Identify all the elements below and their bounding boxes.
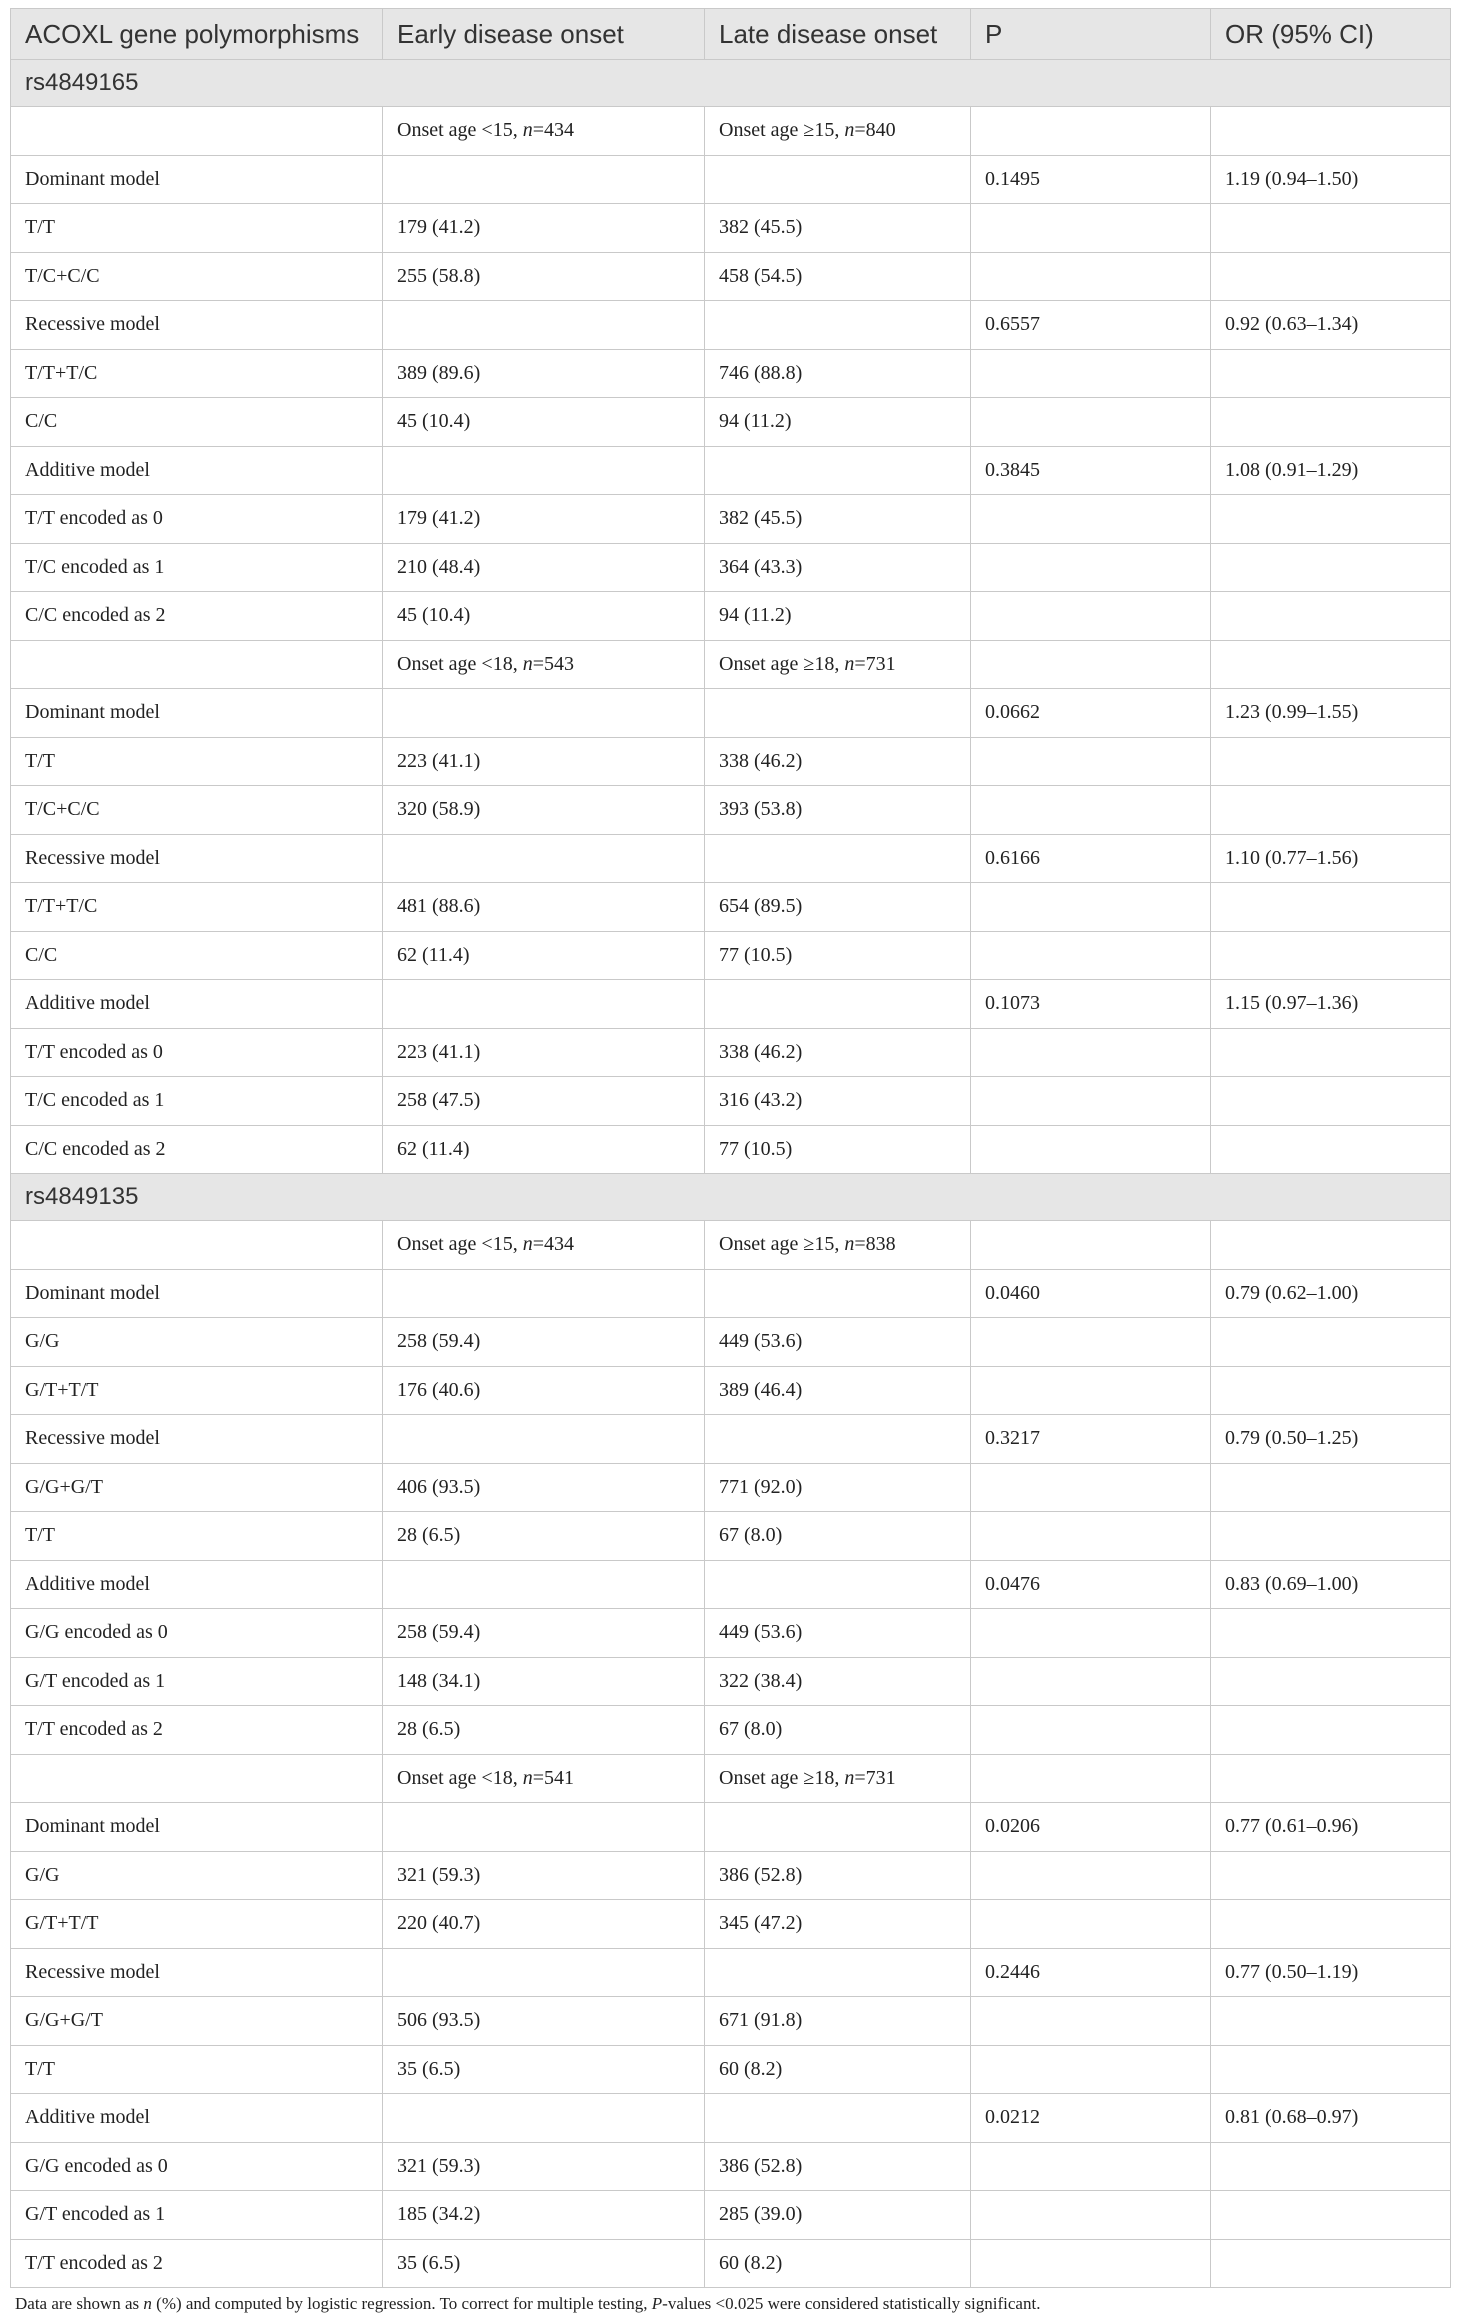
- table-row: [11, 446, 1451, 495]
- late-onset-cell: 449 (53.6): [705, 1609, 971, 1658]
- empty-cell: [11, 1754, 383, 1803]
- early-onset-cell: 28 (6.5): [383, 1706, 705, 1755]
- late-onset-cell: 322 (38.4): [705, 1657, 971, 1706]
- early-onset-cell: 258 (59.4): [383, 1318, 705, 1367]
- early-onset-group-label: Onset age <18, n=541: [383, 1754, 705, 1803]
- table-row: [11, 2045, 1451, 2094]
- late-onset-group-label: Onset age ≥18, n=731: [705, 1754, 971, 1803]
- early-onset-cell: [383, 2094, 705, 2143]
- or-ci-cell: [1211, 1463, 1451, 1512]
- genotype-cell: Dominant model: [11, 1803, 383, 1852]
- genotype-cell: Dominant model: [11, 1269, 383, 1318]
- early-onset-cell: 481 (88.6): [383, 883, 705, 932]
- or-ci-cell: [1211, 1997, 1451, 2046]
- late-onset-cell: 285 (39.0): [705, 2191, 971, 2240]
- table-row: [11, 1997, 1451, 2046]
- early-onset-cell: 389 (89.6): [383, 349, 705, 398]
- late-onset-cell: 60 (8.2): [705, 2239, 971, 2288]
- genotype-cell: C/C: [11, 398, 383, 447]
- late-onset-cell: [705, 155, 971, 204]
- genotype-cell: T/T: [11, 737, 383, 786]
- or-ci-cell: 1.23 (0.99–1.55): [1211, 689, 1451, 738]
- early-onset-cell: 148 (34.1): [383, 1657, 705, 1706]
- empty-cell: [1211, 1754, 1451, 1803]
- late-onset-cell: [705, 2094, 971, 2143]
- p-value-cell: [971, 883, 1211, 932]
- table-row: [11, 1948, 1451, 1997]
- early-onset-cell: [383, 980, 705, 1029]
- genotype-cell: G/G encoded as 0: [11, 1609, 383, 1658]
- early-onset-cell: 406 (93.5): [383, 1463, 705, 1512]
- early-onset-cell: 62 (11.4): [383, 1125, 705, 1174]
- late-onset-cell: 449 (53.6): [705, 1318, 971, 1367]
- table-row: [11, 1851, 1451, 1900]
- or-ci-cell: 0.92 (0.63–1.34): [1211, 301, 1451, 350]
- table-row: [11, 1028, 1451, 1077]
- table-row: [11, 1803, 1451, 1852]
- p-value-cell: [971, 1997, 1211, 2046]
- genotype-cell: G/G: [11, 1318, 383, 1367]
- genotype-cell: G/G: [11, 1851, 383, 1900]
- p-value-cell: 0.6557: [971, 301, 1211, 350]
- table-header: [11, 9, 1451, 60]
- early-onset-cell: [383, 155, 705, 204]
- genotype-cell: T/T encoded as 2: [11, 2239, 383, 2288]
- genotype-cell: G/G+G/T: [11, 1997, 383, 2046]
- or-ci-cell: [1211, 1028, 1451, 1077]
- p-value-cell: 0.0476: [971, 1560, 1211, 1609]
- p-value-cell: [971, 1900, 1211, 1949]
- early-onset-group-label: Onset age <18, n=543: [383, 640, 705, 689]
- or-ci-cell: [1211, 1125, 1451, 1174]
- table-row: [11, 1077, 1451, 1126]
- late-onset-cell: [705, 1948, 971, 1997]
- late-onset-cell: 77 (10.5): [705, 931, 971, 980]
- or-ci-cell: [1211, 1851, 1451, 1900]
- genotype-cell: G/G encoded as 0: [11, 2142, 383, 2191]
- p-value-cell: [971, 1512, 1211, 1561]
- header-row: [11, 9, 1451, 60]
- early-onset-group-label: Onset age <15, n=434: [383, 1221, 705, 1270]
- or-ci-cell: [1211, 1077, 1451, 1126]
- p-value-cell: [971, 1028, 1211, 1077]
- or-ci-cell: [1211, 2142, 1451, 2191]
- late-onset-cell: 458 (54.5): [705, 252, 971, 301]
- or-ci-cell: [1211, 1366, 1451, 1415]
- genotype-cell: T/T+T/C: [11, 883, 383, 932]
- late-onset-cell: 338 (46.2): [705, 1028, 971, 1077]
- early-onset-cell: 506 (93.5): [383, 1997, 705, 2046]
- table-row: [11, 1706, 1451, 1755]
- genotype-cell: G/T encoded as 1: [11, 1657, 383, 1706]
- late-onset-cell: 364 (43.3): [705, 543, 971, 592]
- table-row: [11, 155, 1451, 204]
- header-early-onset: Early disease onset: [383, 9, 705, 60]
- late-onset-cell: 67 (8.0): [705, 1706, 971, 1755]
- table-row: [11, 301, 1451, 350]
- or-ci-cell: [1211, 1706, 1451, 1755]
- or-ci-cell: [1211, 883, 1451, 932]
- p-value-cell: [971, 349, 1211, 398]
- table-row: [11, 1463, 1451, 1512]
- empty-cell: [971, 107, 1211, 156]
- or-ci-cell: [1211, 737, 1451, 786]
- p-value-cell: [971, 2239, 1211, 2288]
- early-onset-cell: 28 (6.5): [383, 1512, 705, 1561]
- or-ci-cell: 1.10 (0.77–1.56): [1211, 834, 1451, 883]
- early-onset-cell: 220 (40.7): [383, 1900, 705, 1949]
- or-ci-cell: [1211, 1609, 1451, 1658]
- empty-cell: [971, 1754, 1211, 1803]
- or-ci-cell: [1211, 252, 1451, 301]
- genotype-cell: Recessive model: [11, 834, 383, 883]
- header-or-ci: OR (95% CI): [1211, 9, 1451, 60]
- early-onset-cell: 223 (41.1): [383, 1028, 705, 1077]
- empty-cell: [971, 640, 1211, 689]
- late-onset-cell: 382 (45.5): [705, 495, 971, 544]
- late-onset-cell: 393 (53.8): [705, 786, 971, 835]
- or-ci-cell: [1211, 1900, 1451, 1949]
- genotype-cell: T/T: [11, 2045, 383, 2094]
- early-onset-cell: 255 (58.8): [383, 252, 705, 301]
- p-value-cell: 0.3845: [971, 446, 1211, 495]
- late-onset-cell: 389 (46.4): [705, 1366, 971, 1415]
- snp-label: rs4849135: [11, 1174, 1451, 1221]
- empty-cell: [1211, 1221, 1451, 1270]
- or-ci-cell: 1.08 (0.91–1.29): [1211, 446, 1451, 495]
- late-onset-cell: [705, 301, 971, 350]
- genotype-cell: C/C encoded as 2: [11, 1125, 383, 1174]
- early-onset-cell: 35 (6.5): [383, 2239, 705, 2288]
- header-polymorphism: ACOXL gene polymorphisms: [11, 9, 383, 60]
- genotype-cell: T/C encoded as 1: [11, 543, 383, 592]
- or-ci-cell: [1211, 1318, 1451, 1367]
- table-row: [11, 495, 1451, 544]
- p-value-cell: [971, 2142, 1211, 2191]
- p-value-cell: 0.3217: [971, 1415, 1211, 1464]
- or-ci-cell: [1211, 2239, 1451, 2288]
- table-row: [11, 1415, 1451, 1464]
- genotype-cell: Recessive model: [11, 1415, 383, 1464]
- genotype-cell: T/C+C/C: [11, 252, 383, 301]
- p-value-cell: 0.0212: [971, 2094, 1211, 2143]
- early-onset-cell: 321 (59.3): [383, 2142, 705, 2191]
- header-late-onset: Late disease onset: [705, 9, 971, 60]
- genotype-cell: T/T: [11, 1512, 383, 1561]
- p-value-cell: [971, 1366, 1211, 1415]
- table-row: [11, 1125, 1451, 1174]
- table-row: [11, 1560, 1451, 1609]
- section-row: [11, 1174, 1451, 1221]
- empty-cell: [11, 107, 383, 156]
- table-row: [11, 2094, 1451, 2143]
- genotype-cell: T/C encoded as 1: [11, 1077, 383, 1126]
- p-value-cell: 0.0662: [971, 689, 1211, 738]
- early-onset-cell: 223 (41.1): [383, 737, 705, 786]
- p-value-cell: [971, 495, 1211, 544]
- table-row: [11, 689, 1451, 738]
- table-row: [11, 834, 1451, 883]
- early-onset-cell: [383, 1803, 705, 1852]
- early-onset-cell: 210 (48.4): [383, 543, 705, 592]
- late-onset-cell: 67 (8.0): [705, 1512, 971, 1561]
- or-ci-cell: [1211, 2045, 1451, 2094]
- genotype-cell: G/T encoded as 1: [11, 2191, 383, 2240]
- late-onset-group-label: Onset age ≥15, n=840: [705, 107, 971, 156]
- p-value-cell: 0.0460: [971, 1269, 1211, 1318]
- or-ci-cell: 1.19 (0.94–1.50): [1211, 155, 1451, 204]
- group-label-row: [11, 1221, 1451, 1270]
- table-row: [11, 1900, 1451, 1949]
- table-row: [11, 1512, 1451, 1561]
- table-row: [11, 931, 1451, 980]
- early-onset-cell: 258 (59.4): [383, 1609, 705, 1658]
- or-ci-cell: [1211, 543, 1451, 592]
- p-value-cell: [971, 1125, 1211, 1174]
- snp-label: rs4849165: [11, 60, 1451, 107]
- p-value-cell: [971, 1657, 1211, 1706]
- genotype-cell: Recessive model: [11, 301, 383, 350]
- genotype-cell: Additive model: [11, 446, 383, 495]
- late-onset-cell: 386 (52.8): [705, 2142, 971, 2191]
- early-onset-cell: 185 (34.2): [383, 2191, 705, 2240]
- genotype-cell: T/C+C/C: [11, 786, 383, 835]
- table-row: [11, 1609, 1451, 1658]
- genotype-cell: Additive model: [11, 1560, 383, 1609]
- late-onset-cell: 771 (92.0): [705, 1463, 971, 1512]
- empty-cell: [1211, 640, 1451, 689]
- or-ci-cell: 1.15 (0.97–1.36): [1211, 980, 1451, 1029]
- early-onset-cell: 35 (6.5): [383, 2045, 705, 2094]
- or-ci-cell: [1211, 204, 1451, 253]
- or-ci-cell: [1211, 349, 1451, 398]
- p-value-cell: [971, 931, 1211, 980]
- table-row: [11, 1366, 1451, 1415]
- early-onset-cell: [383, 1560, 705, 1609]
- early-onset-cell: [383, 834, 705, 883]
- late-onset-group-label: Onset age ≥18, n=731: [705, 640, 971, 689]
- late-onset-cell: 382 (45.5): [705, 204, 971, 253]
- empty-cell: [11, 640, 383, 689]
- footnote: Data are shown as n (%) and computed by logistic regression. To correct for multiple testing, P-values <0.025 were considered statistically significant.: [15, 2294, 1041, 2313]
- p-value-cell: [971, 1318, 1211, 1367]
- early-onset-cell: 179 (41.2): [383, 495, 705, 544]
- late-onset-cell: [705, 834, 971, 883]
- or-ci-cell: 0.77 (0.50–1.19): [1211, 1948, 1451, 1997]
- table-row: [11, 543, 1451, 592]
- late-onset-cell: 338 (46.2): [705, 737, 971, 786]
- late-onset-cell: 316 (43.2): [705, 1077, 971, 1126]
- genotype-cell: Dominant model: [11, 689, 383, 738]
- empty-cell: [11, 1221, 383, 1270]
- late-onset-cell: [705, 1269, 971, 1318]
- table-row: [11, 883, 1451, 932]
- genotype-cell: T/T: [11, 204, 383, 253]
- header-p: P: [971, 9, 1211, 60]
- late-onset-cell: 94 (11.2): [705, 398, 971, 447]
- table-row: [11, 252, 1451, 301]
- p-value-cell: [971, 1706, 1211, 1755]
- or-ci-cell: [1211, 1657, 1451, 1706]
- table-row: [11, 737, 1451, 786]
- late-onset-cell: [705, 1560, 971, 1609]
- genotype-cell: Dominant model: [11, 155, 383, 204]
- genotype-cell: G/T+T/T: [11, 1366, 383, 1415]
- table-row: [11, 398, 1451, 447]
- genotype-cell: G/G+G/T: [11, 1463, 383, 1512]
- late-onset-cell: 671 (91.8): [705, 1997, 971, 2046]
- p-value-cell: [971, 398, 1211, 447]
- p-value-cell: 0.6166: [971, 834, 1211, 883]
- or-ci-cell: [1211, 592, 1451, 641]
- late-onset-cell: [705, 980, 971, 1029]
- early-onset-cell: 45 (10.4): [383, 592, 705, 641]
- table-row: [11, 204, 1451, 253]
- genotype-table: [10, 8, 1451, 2288]
- table-row: [11, 786, 1451, 835]
- early-onset-cell: 321 (59.3): [383, 1851, 705, 1900]
- late-onset-cell: [705, 689, 971, 738]
- or-ci-cell: 0.83 (0.69–1.00): [1211, 1560, 1451, 1609]
- or-ci-cell: [1211, 1512, 1451, 1561]
- table-body: [11, 60, 1451, 2288]
- group-label-row: [11, 107, 1451, 156]
- table-row: [11, 1657, 1451, 1706]
- table-row: [11, 2142, 1451, 2191]
- genotype-cell: C/C: [11, 931, 383, 980]
- p-value-cell: [971, 2191, 1211, 2240]
- table-row: [11, 2191, 1451, 2240]
- genotype-cell: T/T encoded as 2: [11, 1706, 383, 1755]
- table-row: [11, 1318, 1451, 1367]
- late-onset-cell: 94 (11.2): [705, 592, 971, 641]
- or-ci-cell: 0.81 (0.68–0.97): [1211, 2094, 1451, 2143]
- early-onset-cell: [383, 1948, 705, 1997]
- empty-cell: [971, 1221, 1211, 1270]
- p-value-cell: [971, 204, 1211, 253]
- p-value-cell: [971, 1463, 1211, 1512]
- genotype-cell: T/T encoded as 0: [11, 1028, 383, 1077]
- genotype-cell: Additive model: [11, 980, 383, 1029]
- early-onset-cell: 258 (47.5): [383, 1077, 705, 1126]
- table-row: [11, 592, 1451, 641]
- late-onset-cell: 386 (52.8): [705, 1851, 971, 1900]
- late-onset-group-label: Onset age ≥15, n=838: [705, 1221, 971, 1270]
- p-value-cell: [971, 737, 1211, 786]
- or-ci-cell: [1211, 786, 1451, 835]
- p-value-cell: 0.1073: [971, 980, 1211, 1029]
- genotype-cell: Recessive model: [11, 1948, 383, 1997]
- or-ci-cell: [1211, 398, 1451, 447]
- early-onset-cell: 62 (11.4): [383, 931, 705, 980]
- early-onset-cell: [383, 446, 705, 495]
- early-onset-group-label: Onset age <15, n=434: [383, 107, 705, 156]
- or-ci-cell: [1211, 931, 1451, 980]
- p-value-cell: [971, 252, 1211, 301]
- p-value-cell: [971, 543, 1211, 592]
- late-onset-cell: [705, 446, 971, 495]
- genotype-cell: T/T+T/C: [11, 349, 383, 398]
- or-ci-cell: 0.79 (0.50–1.25): [1211, 1415, 1451, 1464]
- early-onset-cell: [383, 1415, 705, 1464]
- table-row: [11, 349, 1451, 398]
- table-row: [11, 1269, 1451, 1318]
- table-row: [11, 2239, 1451, 2288]
- p-value-cell: [971, 592, 1211, 641]
- p-value-cell: 0.1495: [971, 155, 1211, 204]
- p-value-cell: [971, 1851, 1211, 1900]
- late-onset-cell: 60 (8.2): [705, 2045, 971, 2094]
- group-label-row: [11, 1754, 1451, 1803]
- late-onset-cell: 746 (88.8): [705, 349, 971, 398]
- early-onset-cell: 45 (10.4): [383, 398, 705, 447]
- early-onset-cell: 320 (58.9): [383, 786, 705, 835]
- genotype-cell: T/T encoded as 0: [11, 495, 383, 544]
- early-onset-cell: 179 (41.2): [383, 204, 705, 253]
- table-row: [11, 980, 1451, 1029]
- late-onset-cell: [705, 1803, 971, 1852]
- p-value-cell: [971, 2045, 1211, 2094]
- late-onset-cell: [705, 1415, 971, 1464]
- genotype-cell: C/C encoded as 2: [11, 592, 383, 641]
- early-onset-cell: [383, 301, 705, 350]
- p-value-cell: [971, 1077, 1211, 1126]
- early-onset-cell: 176 (40.6): [383, 1366, 705, 1415]
- genotype-cell: Additive model: [11, 2094, 383, 2143]
- late-onset-cell: 345 (47.2): [705, 1900, 971, 1949]
- or-ci-cell: [1211, 495, 1451, 544]
- p-value-cell: 0.2446: [971, 1948, 1211, 1997]
- or-ci-cell: [1211, 2191, 1451, 2240]
- empty-cell: [1211, 107, 1451, 156]
- genotype-cell: G/T+T/T: [11, 1900, 383, 1949]
- early-onset-cell: [383, 689, 705, 738]
- group-label-row: [11, 640, 1451, 689]
- early-onset-cell: [383, 1269, 705, 1318]
- or-ci-cell: 0.79 (0.62–1.00): [1211, 1269, 1451, 1318]
- p-value-cell: 0.0206: [971, 1803, 1211, 1852]
- late-onset-cell: 654 (89.5): [705, 883, 971, 932]
- p-value-cell: [971, 786, 1211, 835]
- p-value-cell: [971, 1609, 1211, 1658]
- late-onset-cell: 77 (10.5): [705, 1125, 971, 1174]
- or-ci-cell: 0.77 (0.61–0.96): [1211, 1803, 1451, 1852]
- section-row: [11, 60, 1451, 107]
